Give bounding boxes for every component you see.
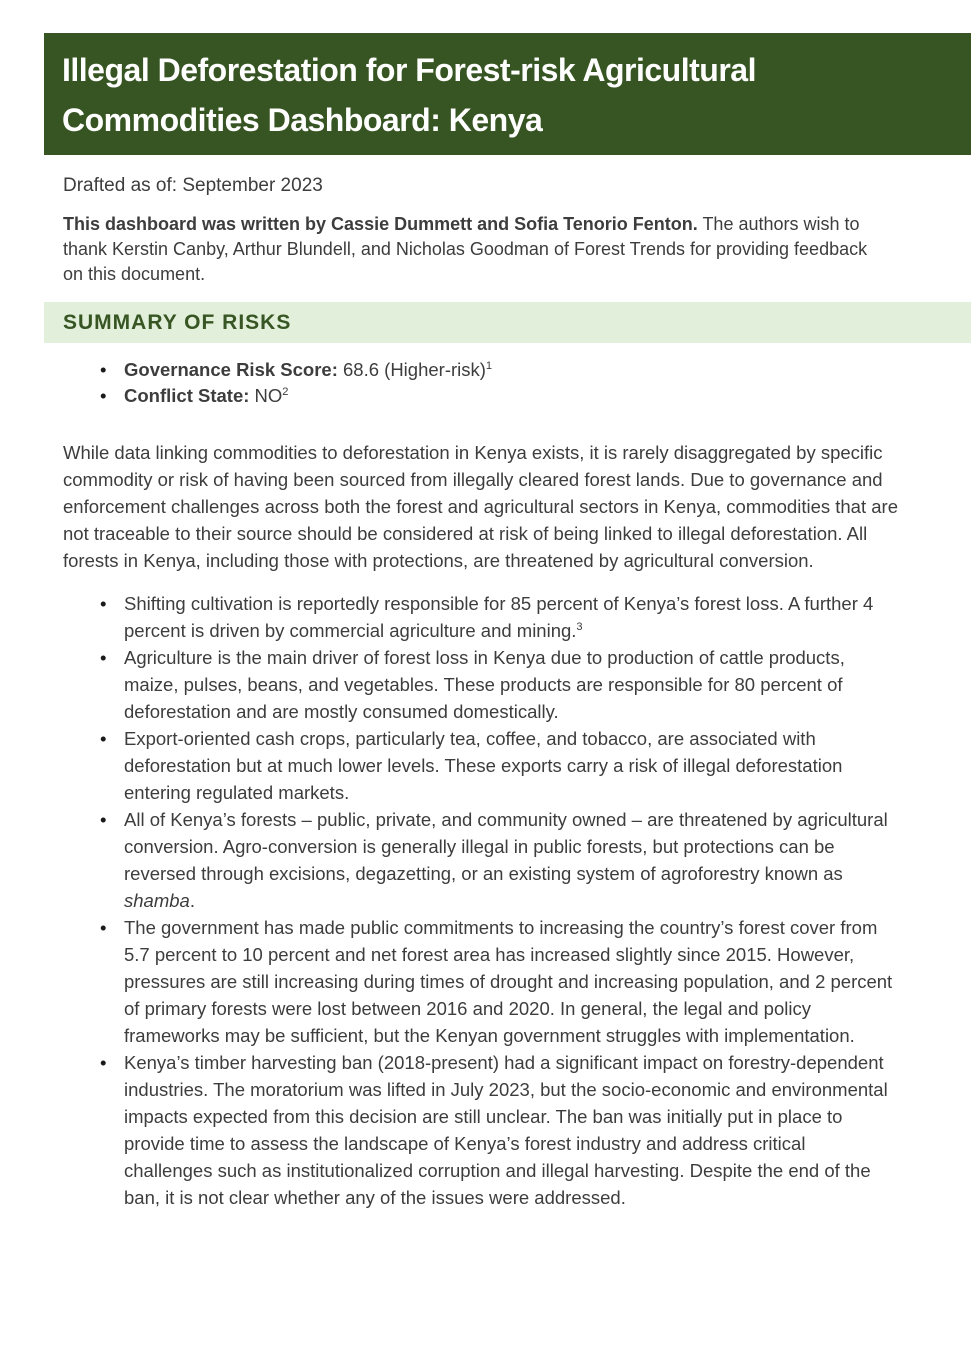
page-title-line-2: Commodities Dashboard: Kenya: [62, 102, 543, 138]
text-run: .: [189, 890, 195, 911]
text-run: NO: [249, 385, 283, 406]
list-item: [44, 914, 894, 1049]
text-run: This dashboard was written by Cassie Dummett and Sofia Tenorio Fenton.: [63, 214, 698, 234]
risk-bullet-list: [44, 590, 894, 1211]
footnote-ref: 2: [282, 385, 289, 398]
authors-paragraph: [63, 212, 868, 287]
page-title-line-1: Illegal Deforestation for Forest-risk Agricultural: [62, 52, 756, 88]
list-item: [44, 806, 894, 914]
key-facts-list: [44, 357, 944, 409]
list-item: [44, 590, 894, 644]
text-run: Governance Risk Score:: [124, 359, 338, 380]
text-run: Shifting cultivation is reportedly responsible for 85 percent of Kenya’s forest loss. A further 4 percent is driven by commercial agriculture and mining.: [124, 593, 874, 641]
text-run: Export-oriented cash crops, particularly tea, coffee, and tobacco, are associated with deforestation but at much lower levels. These exports carry a risk of illegal deforestation entering regulated markets.: [124, 728, 843, 803]
title-banner: [44, 33, 971, 155]
page-content: [44, 33, 971, 1211]
list-item: [44, 357, 944, 383]
text-run: The government has made public commitments to increasing the country’s forest cover from 5.7 percent to 10 percent and net forest area has increased slightly since 2015. However, pressures are still increasing during times of drought and increasing population, and 2 percent of primary forests were lost between 2016 and 2020. In general, the legal and policy frameworks may be sufficient, but the Kenyan government struggles with implementation.: [124, 917, 893, 1046]
footnote-ref: 1: [485, 359, 493, 372]
list-item: [44, 725, 894, 806]
drafted-date: Drafted as of: September 2023: [63, 175, 323, 196]
summary-intro-paragraph: While data linking commodities to deforestation in Kenya exists, it is rarely disaggregated by specific commodity or risk of having been sourced from illegally cleared forest lands. Due to governance and enforcement challenges across both the forest and agricultural sectors in Kenya, commodities that are not traceable to their source should be considered at risk of being linked to illegal deforestation. All forests in Kenya, including those with protections, are threatened by agricultural conversion.: [63, 442, 898, 571]
footnote-ref: 3: [576, 620, 583, 633]
list-item: [44, 1049, 894, 1211]
text-run: 68.6 (Higher-risk): [337, 359, 486, 380]
text-run: Conflict State:: [124, 385, 250, 406]
summary-of-risks-heading: SUMMARY OF RISKS: [63, 310, 292, 334]
summary-of-risks-band: [44, 302, 971, 343]
text-run: shamba: [124, 890, 190, 911]
text-run: Kenya’s timber harvesting ban (2018-present) had a significant impact on forestry-dependent industries. The moratorium was lifted in July 2023, but the socio-economic and environmental impacts expected from this decision are still unclear. The ban was initially put in place to provide time to assess the landscape of Kenya’s forest industry and address critical challenges such as institutionalized corruption and illegal harvesting. Despite the end of the ban, it is not clear whether any of the issues were addressed.: [124, 1052, 888, 1208]
text-run: The authors wish to thank Kerstin Canby, Arthur Blundell, and Nicholas Goodman of Forest Trends for providing feedback on this document.: [63, 214, 868, 284]
text-run: Agriculture is the main driver of forest loss in Kenya due to production of cattle products, maize, pulses, beans, and vegetables. These products are responsible for 80 percent of deforestation and are mostly consumed domestically.: [124, 647, 845, 722]
list-item: [44, 644, 894, 725]
text-run: All of Kenya’s forests – public, private, and community owned – are threatened by agricultural conversion. Agro-conversion is generally illegal in public forests, but protections can be reversed through excisions, degazetting, or an existing system of agroforestry known as: [124, 809, 888, 884]
list-item: [44, 383, 944, 409]
